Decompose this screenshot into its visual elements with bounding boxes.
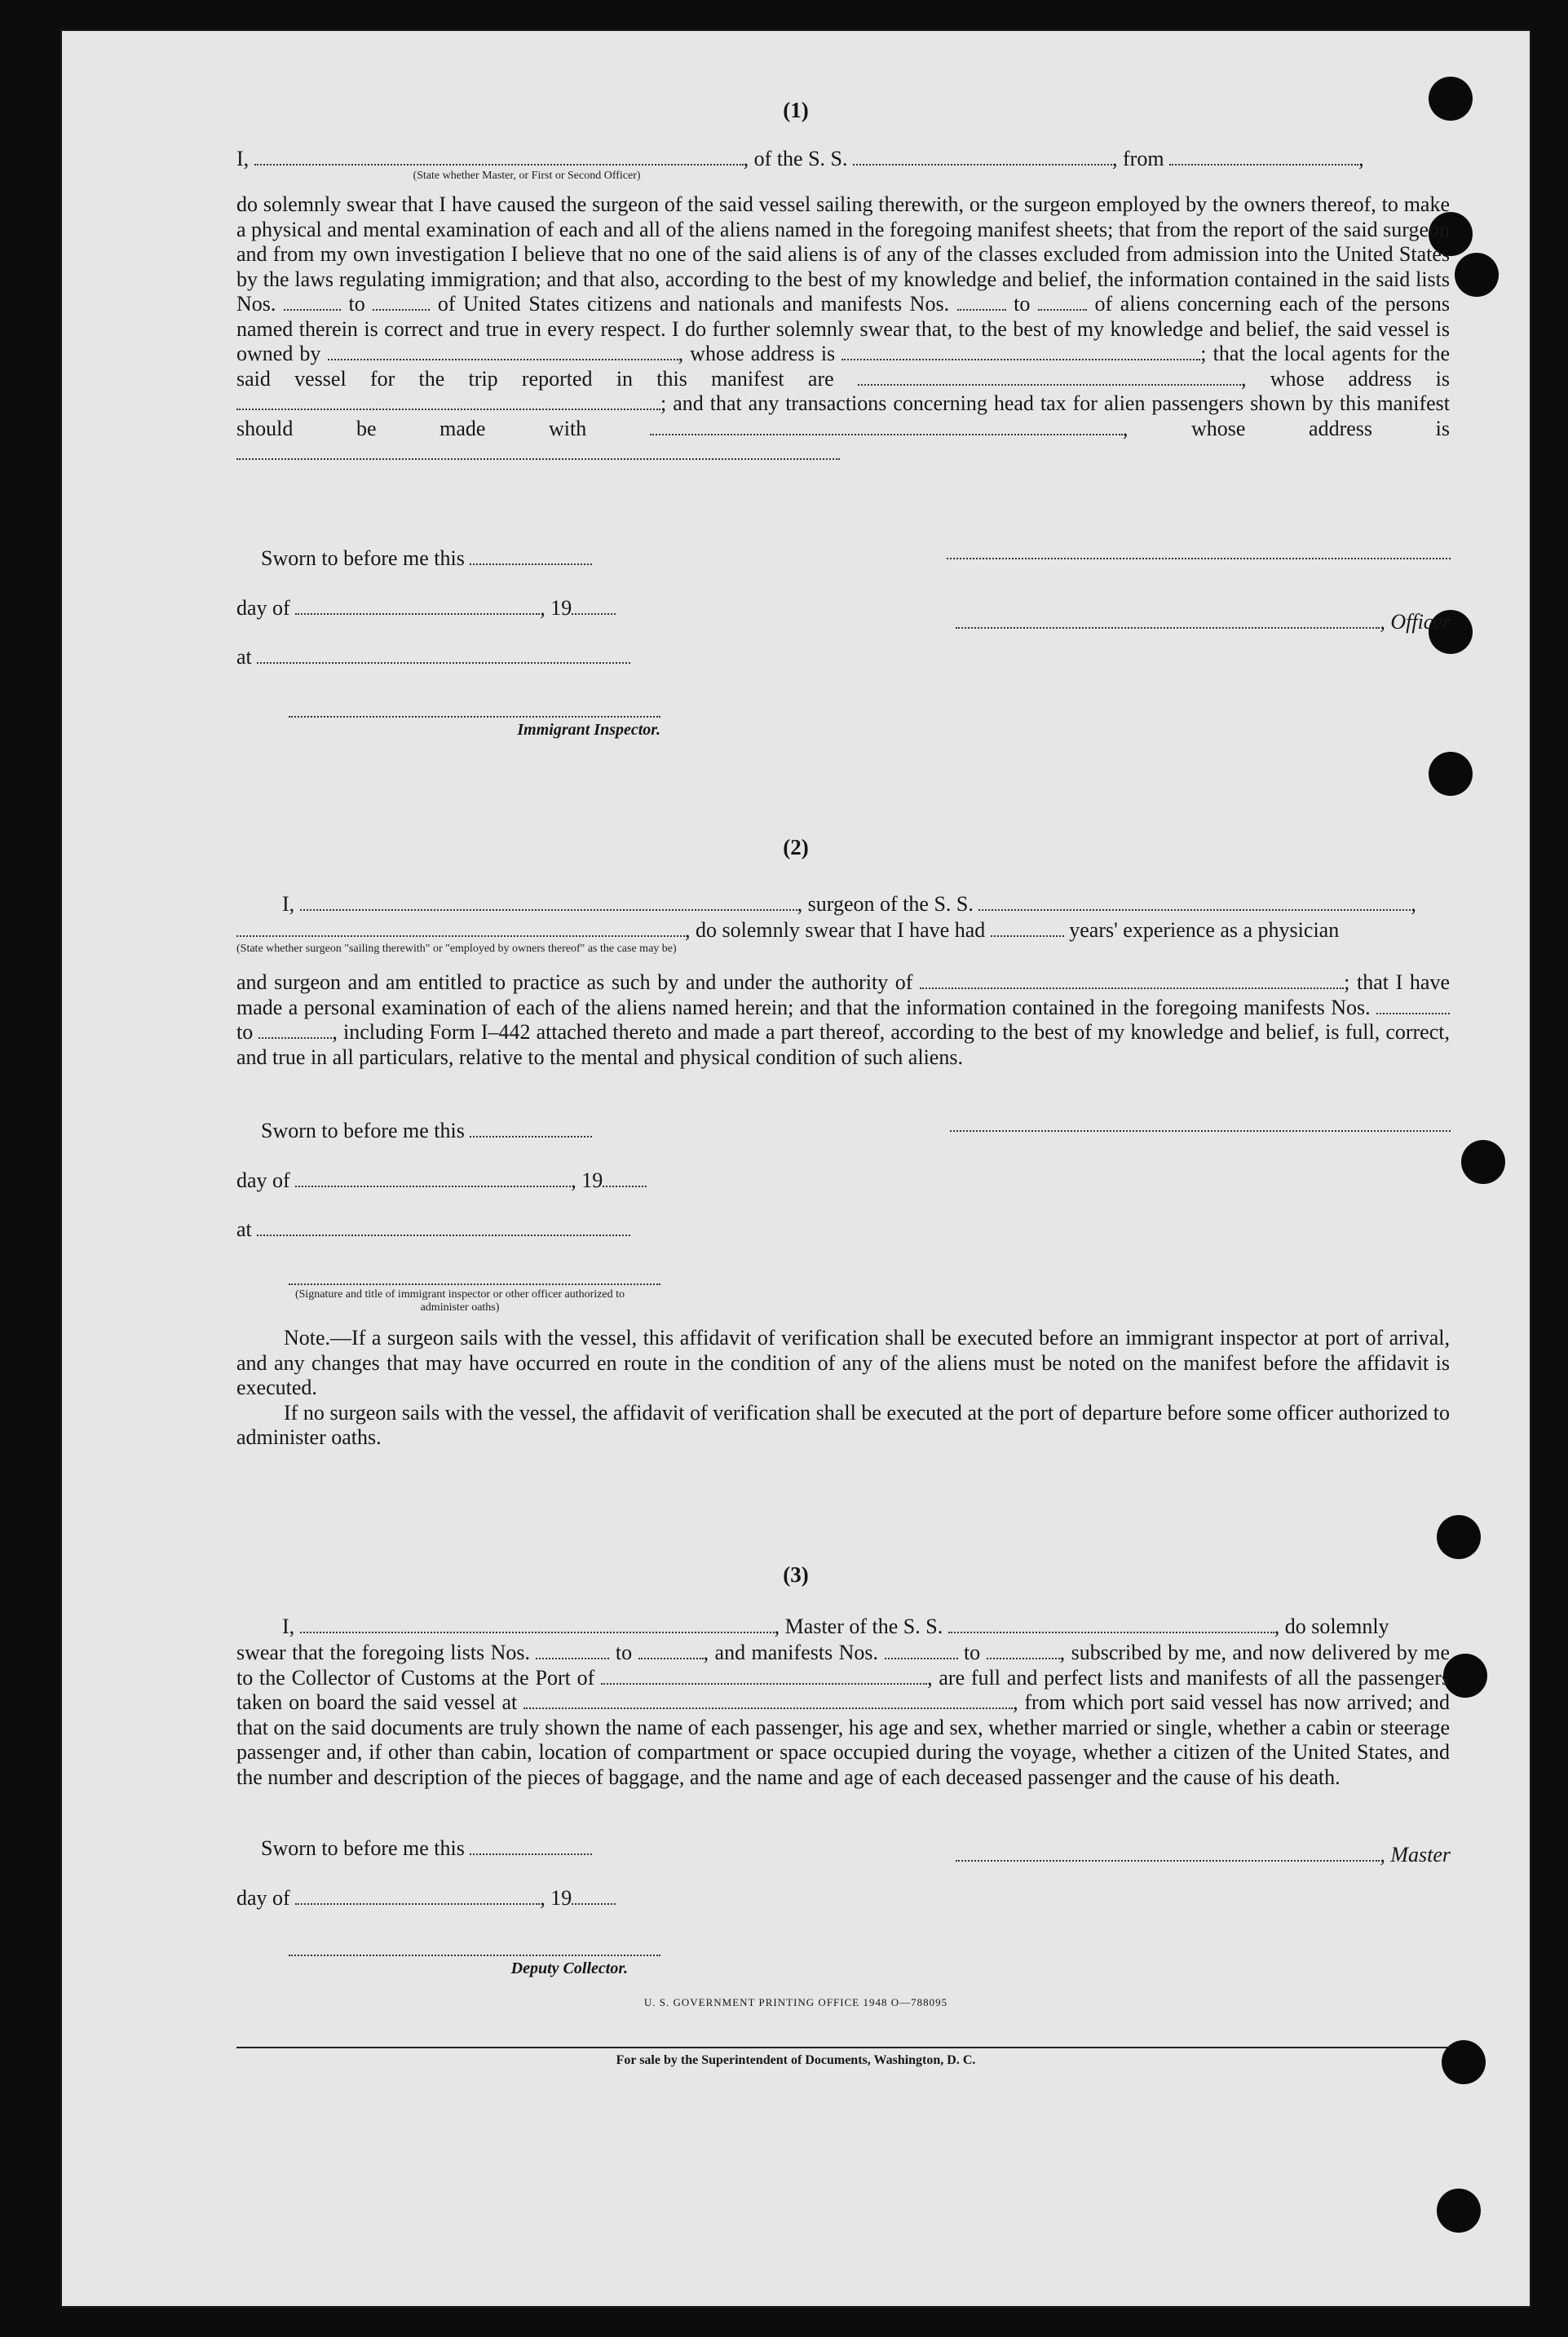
punch-hole [1437,2189,1481,2233]
text: , are full and perfect lists and manifests of all the passengers taken on board the said vessel at [236,1665,1450,1714]
head-tax-contact-field[interactable] [650,419,1123,435]
manifests-from-field[interactable] [1376,998,1450,1014]
manifests-from-field[interactable] [885,1643,958,1659]
sworn-month-field[interactable] [295,599,540,615]
text: of United States citizens and nationals and manifests Nos. [437,292,950,316]
sworn-day-field[interactable] [470,549,592,565]
text: ; [1200,342,1207,365]
punch-hole [1443,1654,1487,1698]
punch-hole [1461,1140,1505,1184]
section-1-caption: (State whether Master, or First or Second Officer) [413,170,641,182]
inspector-signature-line[interactable] [289,705,660,718]
text: to [963,1641,981,1664]
master-caption: , Master [1380,1843,1451,1867]
lists-from-field[interactable] [284,294,341,311]
text: day of [236,595,290,620]
sworn-month-field[interactable] [295,1171,571,1187]
surgeon-name-field[interactable] [300,895,797,911]
section-3-sworn-block [236,1836,660,1981]
sworn-year-field[interactable] [603,1171,647,1187]
years-experience-field[interactable] [991,921,1064,937]
section-2-number: (2) [783,835,809,859]
text: of aliens concerning each of the persons named therein is correct and true in every respect. I do further solemnly swear that, to the best of my knowledge and belief, the said vessel is owned by [236,292,1451,365]
text: , and manifests Nos. [703,1641,879,1664]
section-3-master-block [947,1843,1451,1868]
section-3-number: (3) [783,1562,809,1587]
lists-to-field[interactable] [373,294,430,311]
vessel-name-field[interactable] [853,149,1112,166]
text: , whose address is [678,342,836,365]
inspector-caption: Immigrant Inspector. [517,720,660,739]
surgeon-signature-line[interactable] [950,1119,1451,1132]
manifests-to-field[interactable] [258,1023,332,1039]
vessel-name-field[interactable] [978,895,1411,911]
section-3-oath-line [236,1615,1450,1640]
note-text: If no surgeon sails with the vessel, the affidavit of verification shall be executed at the port of departure before some officer authorized to administer oaths. [236,1400,1450,1449]
text: to [236,1020,254,1044]
text: , 19 [571,1168,603,1192]
text: , whose address is [1122,416,1450,440]
section-2-experience-line [236,918,1450,943]
punch-hole [1455,253,1499,297]
sworn-month-field[interactable] [295,1889,540,1905]
footer: For sale by the Superintendent of Documents, Washington, D. C. [616,2053,976,2067]
text: , do solemnly swear that I have had [685,918,986,942]
text: I, [282,892,295,916]
lists-to-field[interactable] [638,1643,704,1659]
manifests-to-field[interactable] [987,1643,1060,1659]
sworn-day-field[interactable] [470,1121,592,1138]
authority-field[interactable] [920,973,1344,989]
agents-address-field[interactable] [236,394,660,410]
text: , including Form I–442 attached thereto and made a part thereof, according to the best of my knowledge and belief, is full, correct, and true in all particulars, relative to the mental and physical condition of such aliens. [236,1020,1450,1069]
master-name-field[interactable] [300,1617,775,1633]
text: , from which port said vessel has now arrived; and that on the said documents are truly shown the name of each passenger, his age and sex, whether married or single, whether a cabin or steerage passenger and, if other than cabin, location of compartment or space occupied during the voyage, whether a citizen of the United States, and the number and description of the pieces of baggage, and the name and age of each deceased passenger and the cause of his death. [236,1690,1451,1789]
manifests-from-field[interactable] [957,294,1006,311]
text: , surgeon of the S. S. [797,892,974,916]
text: and surgeon and am entitled to practice as such by and under the authority of [236,970,913,994]
officer-signature-line[interactable] [947,546,1451,559]
vessel-name-field[interactable] [948,1617,1274,1633]
manifests-to-field[interactable] [1038,294,1087,311]
officer-title-field[interactable] [956,612,1380,629]
officer-caption: , Officer [1380,610,1451,634]
section-2-sig-caption: (Signature and title of immigrant inspector or other officer authorized to administer oaths) [294,1288,625,1314]
print-note: U. S. GOVERNMENT PRINTING OFFICE 1948 O—788095 [643,1996,948,2008]
sworn-place-field[interactable] [257,647,630,664]
text: , [1358,147,1364,170]
section-2-surgeon-block [947,1119,1451,1132]
text: ; and that any transactions concerning head tax for alien passengers shown by this manifest should be made with [236,391,1450,440]
port-field[interactable] [601,1668,927,1685]
section-1-paragraph [236,192,1450,466]
text: Sworn to before me this [261,546,465,570]
note-text: Note.—If a surgeon sails with the vessel, this affidavit of verification shall be executed before an immigrant inspector at port of arrival, and any changes that may have occurred en route in the condition of any of the aliens must be noted on the manifest before the affidavit is executed. [236,1326,1450,1399]
text: do solemnly swear that I have caused the surgeon of the said vessel sailing therewith, or the surgeon employed by the owners thereof, to make a physical and mental examination of each and all of the aliens named in the foregoing manifest sheets; that from the report of the said surgeon and from my own investigation I believe that no one of the said aliens is of any of the classes excluded from admission into the United States by the laws regulating immigration; and that also, according to the best of my knowledge and belief, the information contained in the said lists Nos. [236,192,1450,316]
lists-from-field[interactable] [536,1643,609,1659]
section-1-oath-line [236,147,1450,172]
text: years' experience as a physician [1069,918,1340,942]
text: , do solemnly [1274,1615,1389,1638]
inspector-signature-line[interactable] [289,1272,660,1285]
manifest-page [62,31,1530,2306]
text: that I have made a personal examination of each of the aliens named herein; and that the information contained in the foregoing manifests Nos. [236,970,1450,1019]
text: I, [282,1615,295,1638]
text: , of the S. S. [743,147,848,170]
owner-field[interactable] [328,344,678,360]
origin-port-field[interactable] [1169,149,1358,166]
footer-rule [236,2047,1450,2048]
text: to [615,1641,633,1664]
section-1-officer-block [947,546,1451,635]
text: , [1411,892,1416,916]
section-3-paragraph [236,1641,1450,1790]
text: day of [236,1168,290,1192]
section-2-oath-line [236,892,1450,917]
text: Sworn to before me this [261,1836,465,1860]
text: , subscribed by me, and now delivered by me to the Collector of Customs at the Port of [236,1641,1451,1690]
text: ; [1344,970,1350,994]
sworn-place-field[interactable] [257,1220,630,1236]
text: to [348,292,365,316]
section-1-number: (1) [783,98,809,122]
text: at [236,645,252,669]
punch-hole [1429,752,1473,796]
text: to [1014,292,1031,316]
text: swear that the foregoing lists Nos. [236,1641,531,1664]
deputy-caption: Deputy Collector. [510,1959,628,1977]
section-2-sworn-block [236,1119,660,1314]
embark-port-field[interactable] [523,1693,1013,1709]
text: , 19 [540,1885,572,1910]
text: Sworn to before me this [261,1119,465,1142]
local-agents-field[interactable] [858,369,1241,386]
text: , 19 [540,595,572,620]
surgeon-status-field[interactable] [236,921,685,937]
deputy-signature-line[interactable] [289,1943,660,1956]
text: , Master of the S. S. [774,1615,943,1638]
section-2-paragraph [236,970,1450,1070]
text: at [236,1217,252,1241]
punch-hole [1437,1515,1481,1559]
sworn-year-field[interactable] [572,599,616,615]
owner-address-field[interactable] [841,344,1200,360]
sworn-day-field[interactable] [470,1839,592,1855]
text: , [1240,366,1247,391]
text: day of [236,1885,290,1910]
section-1-sworn-block [236,546,660,742]
section-2-caption: (State whether surgeon "sailing therewith" or "employed by owners thereof" as the case may be) [236,943,677,955]
text: I, [236,147,250,170]
text: that the local agents for the said vessel for the trip reported in this manifest are [236,342,1451,391]
text: , from [1112,147,1164,170]
text: whose address is [1270,366,1450,391]
head-tax-address-field[interactable] [236,444,840,460]
section-2-note [236,1326,1450,1451]
master-signature-line[interactable] [956,1845,1380,1862]
sworn-year-field[interactable] [572,1889,616,1905]
officer-name-field[interactable] [254,149,744,166]
